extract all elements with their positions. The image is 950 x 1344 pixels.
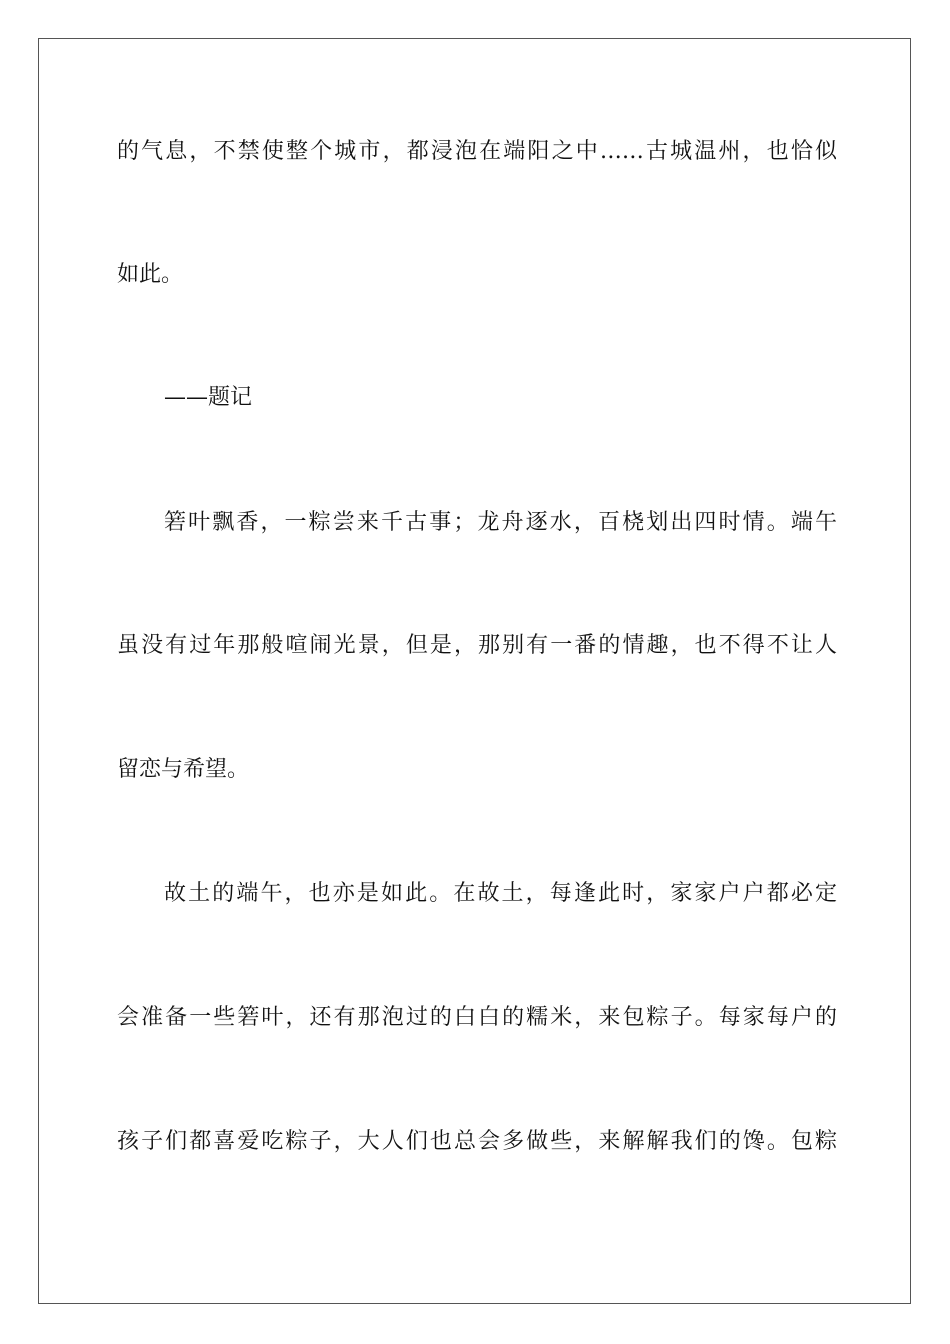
text-line-4: 箬叶飘香，一粽尝来千古事；龙舟逐水，百桡划出四时情。端午 (164, 510, 837, 535)
text-line-2: 如此。 (117, 262, 184, 287)
epigraph-attribution: ——题记 (164, 385, 253, 410)
text-line-7: 故土的端午，也亦是如此。在故土，每逢此时，家家户户都必定 (164, 881, 837, 906)
text-line-1: 的气息，不禁使整个城市，都浸泡在端阳之中……古城温州，也恰似 (117, 139, 837, 164)
text-line-5: 虽没有过年那般喧闹光景，但是，那别有一番的情趣，也不得不让人 (117, 633, 837, 658)
text-line-6: 留恋与希望。 (117, 757, 250, 782)
text-line-9: 孩子们都喜爱吃粽子，大人们也总会多做些，来解解我们的馋。包粽 (117, 1129, 837, 1154)
text-line-8: 会准备一些箬叶，还有那泡过的白白的糯米，来包粽子。每家每户的 (117, 1005, 837, 1030)
page-border (38, 38, 911, 1304)
